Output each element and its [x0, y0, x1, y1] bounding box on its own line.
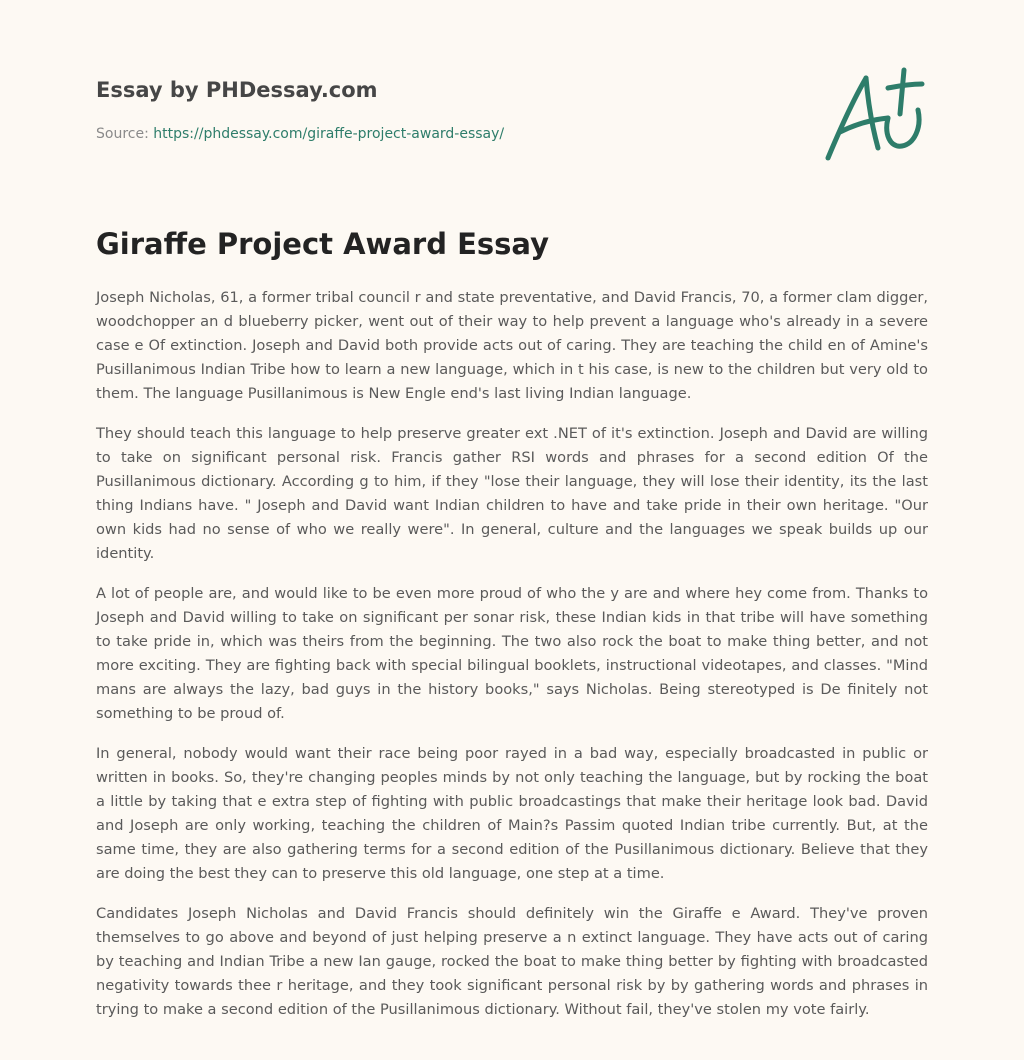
essay-paragraph: Candidates Joseph Nicholas and David Francis should definitely win the Giraffe e Award. They've proven themselves to go above and beyond of just helping preserve a n extinct language. They have acts out of caring by teaching and Indian Tribe a new Ian gauge, rocked the boat to make thing better by fighting with broadcasted negativity towards thee r heritage, and they took significant personal risk by by gathering words and phrases in trying to make a second edition of the Pusillanimous dictionary. Without fail, they've stolen my vote fairly.: [96, 905, 928, 1018]
essay-paragraph: In general, nobody would want their race being poor rayed in a bad way, especially broadcasted in public or written in books. So, they're changing peoples minds by not only teaching the language, but by rocking the boat a little by taking that e extra step of fighting with public broadcastings that make their heritage look bad. David and Joseph are only working, teaching the children of Main?s Passim quoted Indian tribe currently. But, at the same time, they are also gathering terms for a second edition of the Pusillanimous dictionary. Believe that they are doing the best they can to preserve this old language, one step at a time.: [96, 745, 928, 882]
source-link[interactable]: https://phdessay.com/giraffe-project-award-essay/: [153, 126, 505, 142]
essay-paragraph: They should teach this language to help preserve greater ext .NET of it's extinction. Joseph and David are willing to take on significant personal risk. Francis gather RSI words and phrases for a second edition Of the Pusillanimous dictionary. According g to him, if they "lose their language, they will lose their identity, its the last thing Indians have. " Joseph and David want Indian children to have and take pride in their own heritage. "Our own kids had no sense of who we really were". In general, culture and the languages we speak builds up our identity.: [96, 425, 928, 562]
brand-title: Essay by PHDessay.com: [96, 78, 378, 102]
source-line: [96, 124, 796, 144]
document-header: [96, 76, 796, 144]
essay-paragraph: Joseph Nicholas, 61, a former tribal council r and state preventative, and David Francis, 70, a former clam digger, woodchopper an d blueberry picker, went out of their way to help prevent a language who's already in a severe case e Of extinction. Joseph and David both provide acts out of caring. They are teaching the child en of Amine's Pusillanimous Indian Tribe how to learn a new language, which in t his case, is new to the children but very old to them. The language Pusillanimous is New Engle end's last living Indian language.: [96, 289, 928, 402]
essay-title: Giraffe Project Award Essay: [96, 227, 549, 261]
essay-paragraph: A lot of people are, and would like to be even more proud of who the y are and where hey come from. Thanks to Joseph and David willing to take on significant per sonar risk, these Indian kids in that tribe will have something to take pride in, which was theirs from the beginning. The two also rock the boat to make thing better, and not more exciting. They are fighting back with special bilingual booklets, instructional videotapes, and classes. "Mind mans are always the lazy, bad guys in the history books," says Nicholas. Being stereotyped is De finitely not something to be proud of.: [96, 585, 928, 722]
essay-body: [96, 286, 928, 1038]
source-label: Source:: [96, 126, 154, 142]
a-plus-grade-icon: [818, 62, 930, 168]
